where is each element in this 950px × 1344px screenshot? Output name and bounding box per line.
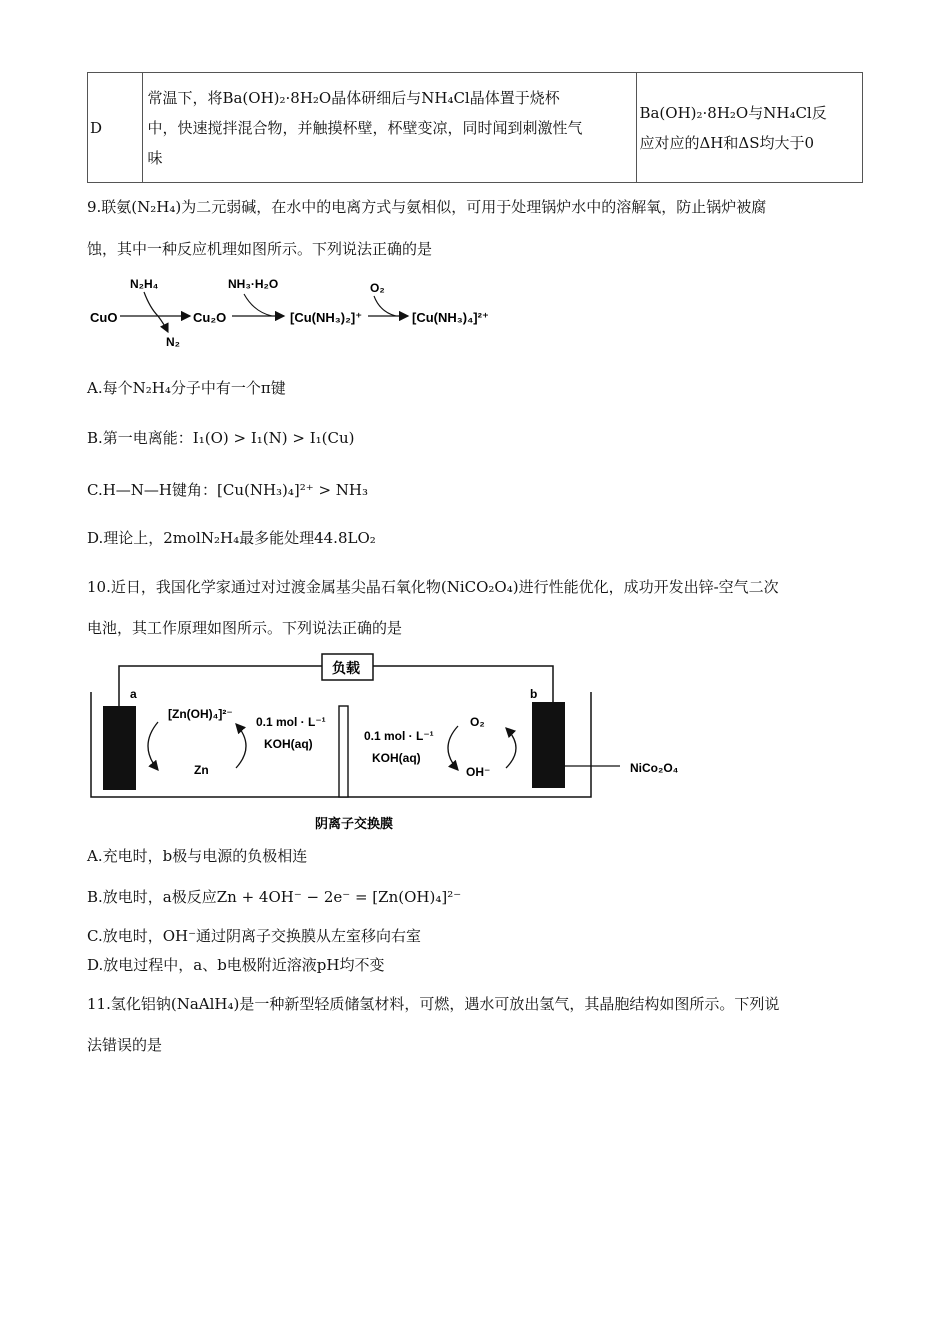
q11-stem-line-1: 11.氢化铝钠(NaAlH₄)是一种新型轻质储氢材料，可燃，遇水可放出氢气，其晶胞结构如图所示。下列说 — [87, 995, 780, 1013]
electrode-b-label: b — [530, 687, 538, 701]
option-d-table — [87, 72, 863, 183]
q10-battery-diagram — [86, 650, 686, 835]
o2-label: O₂ — [470, 715, 485, 729]
q9-option-d: D.理论上，2molN₂H₄最多能处理44.8LO₂ — [87, 529, 376, 547]
anion-exchange-membrane — [339, 706, 348, 797]
cuo-label: CuO — [90, 310, 118, 325]
nh3h2o-label: NH₃·H₂O — [228, 277, 279, 291]
q9-stem-line-1: 9.联氨(N₂H₄)为二元弱碱，在水中的电离方式与氨相似，可用于处理锅炉水中的溶解氧，防止锅炉被腐 — [87, 198, 767, 216]
membrane-label: 阴离子交换膜 — [315, 816, 394, 831]
n2-branch-arrow — [144, 292, 168, 332]
q10-stem-line-2: 电池，其工作原理如图所示。下列说法正确的是 — [87, 619, 403, 637]
cycle-arrow-left-a — [148, 722, 158, 770]
q9-reaction-diagram — [86, 274, 506, 354]
koh-left: KOH(aq) — [264, 737, 313, 751]
experiment-line-3: 味 — [147, 148, 163, 167]
q10-stem-line-1: 10.近日，我国化学家通过对过渡金属基尖晶石氧化物(NiCO₂O₄)进行性能优化，成功开发出锌-空气二次 — [87, 578, 779, 596]
complex2-label: [Cu(NH₃)₄]²⁺ — [412, 310, 489, 325]
n2-label: N₂ — [166, 335, 180, 349]
electrode-b — [532, 702, 565, 788]
reagent-curve-3 — [374, 296, 396, 316]
conclusion-line-2: 应对应的ΔH和ΔS均大于0 — [639, 133, 815, 152]
cu2o-label: Cu₂O — [193, 310, 227, 325]
cycle-arrow-right-b — [506, 728, 516, 768]
koh-conc-right: 0.1 mol · L⁻¹ — [364, 729, 434, 743]
reagent-curve-2 — [244, 294, 272, 316]
conclusion-line-1: Ba(OH)₂·8H₂O与NH₄Cl反 — [639, 103, 827, 122]
experiment-line-1: 常温下，将Ba(OH)₂·8H₂O晶体研细后与NH₄Cl晶体置于烧杯 — [147, 88, 560, 107]
load-label: 负载 — [332, 660, 360, 676]
zincate-label: [Zn(OH)₄]²⁻ — [168, 707, 233, 721]
koh-conc-left: 0.1 mol · L⁻¹ — [256, 715, 326, 729]
q9-option-b: B.第一电离能：I₁(O) > I₁(N) > I₁(Cu) — [87, 429, 355, 447]
q10-option-a: A.充电时，b极与电源的负极相连 — [87, 847, 308, 865]
electrode-a-label: a — [130, 687, 137, 701]
q9-option-c: C.H—N—H键角：[Cu(NH₃)₄]²⁺ > NH₃ — [87, 481, 369, 499]
q10-option-c: C.放电时，OH⁻通过阴离子交换膜从左室移向右室 — [87, 927, 422, 945]
q10-option-d: D.放电过程中，a、b电极附近溶液pH均不变 — [87, 956, 385, 974]
q9-option-a: A.每个N₂H₄分子中有一个π键 — [87, 379, 286, 397]
n2h4-label: N₂H₄ — [130, 277, 159, 291]
complex1-label: [Cu(NH₃)₂]⁺ — [290, 310, 363, 325]
q11-stem-line-2: 法错误的是 — [87, 1036, 163, 1054]
q10-option-b: B.放电时，a极反应Zn + 4OH⁻ − 2e⁻ = [Zn(OH)₄]²⁻ — [87, 888, 462, 906]
wire-left — [119, 666, 322, 706]
table-row — [88, 73, 863, 183]
experiment-cell — [143, 73, 637, 183]
row-label: D — [88, 73, 143, 183]
oh-label: OH⁻ — [466, 765, 491, 779]
koh-right: KOH(aq) — [372, 751, 421, 765]
cycle-arrow-right-a — [448, 726, 458, 770]
conclusion-cell — [637, 73, 863, 183]
experiment-line-2: 中，快速搅拌混合物，并触摸杯壁，杯壁变凉，同时闻到刺激性气 — [147, 118, 583, 137]
zn-label: Zn — [194, 763, 209, 777]
cycle-arrow-left-b — [236, 724, 246, 768]
o2-label: O₂ — [370, 281, 385, 295]
catalyst-label: NiCo₂O₄ — [630, 761, 679, 775]
wire-right — [373, 666, 553, 702]
q9-stem-line-2: 蚀，其中一种反应机理如图所示。下列说法正确的是 — [87, 240, 433, 258]
electrode-a — [103, 706, 136, 790]
